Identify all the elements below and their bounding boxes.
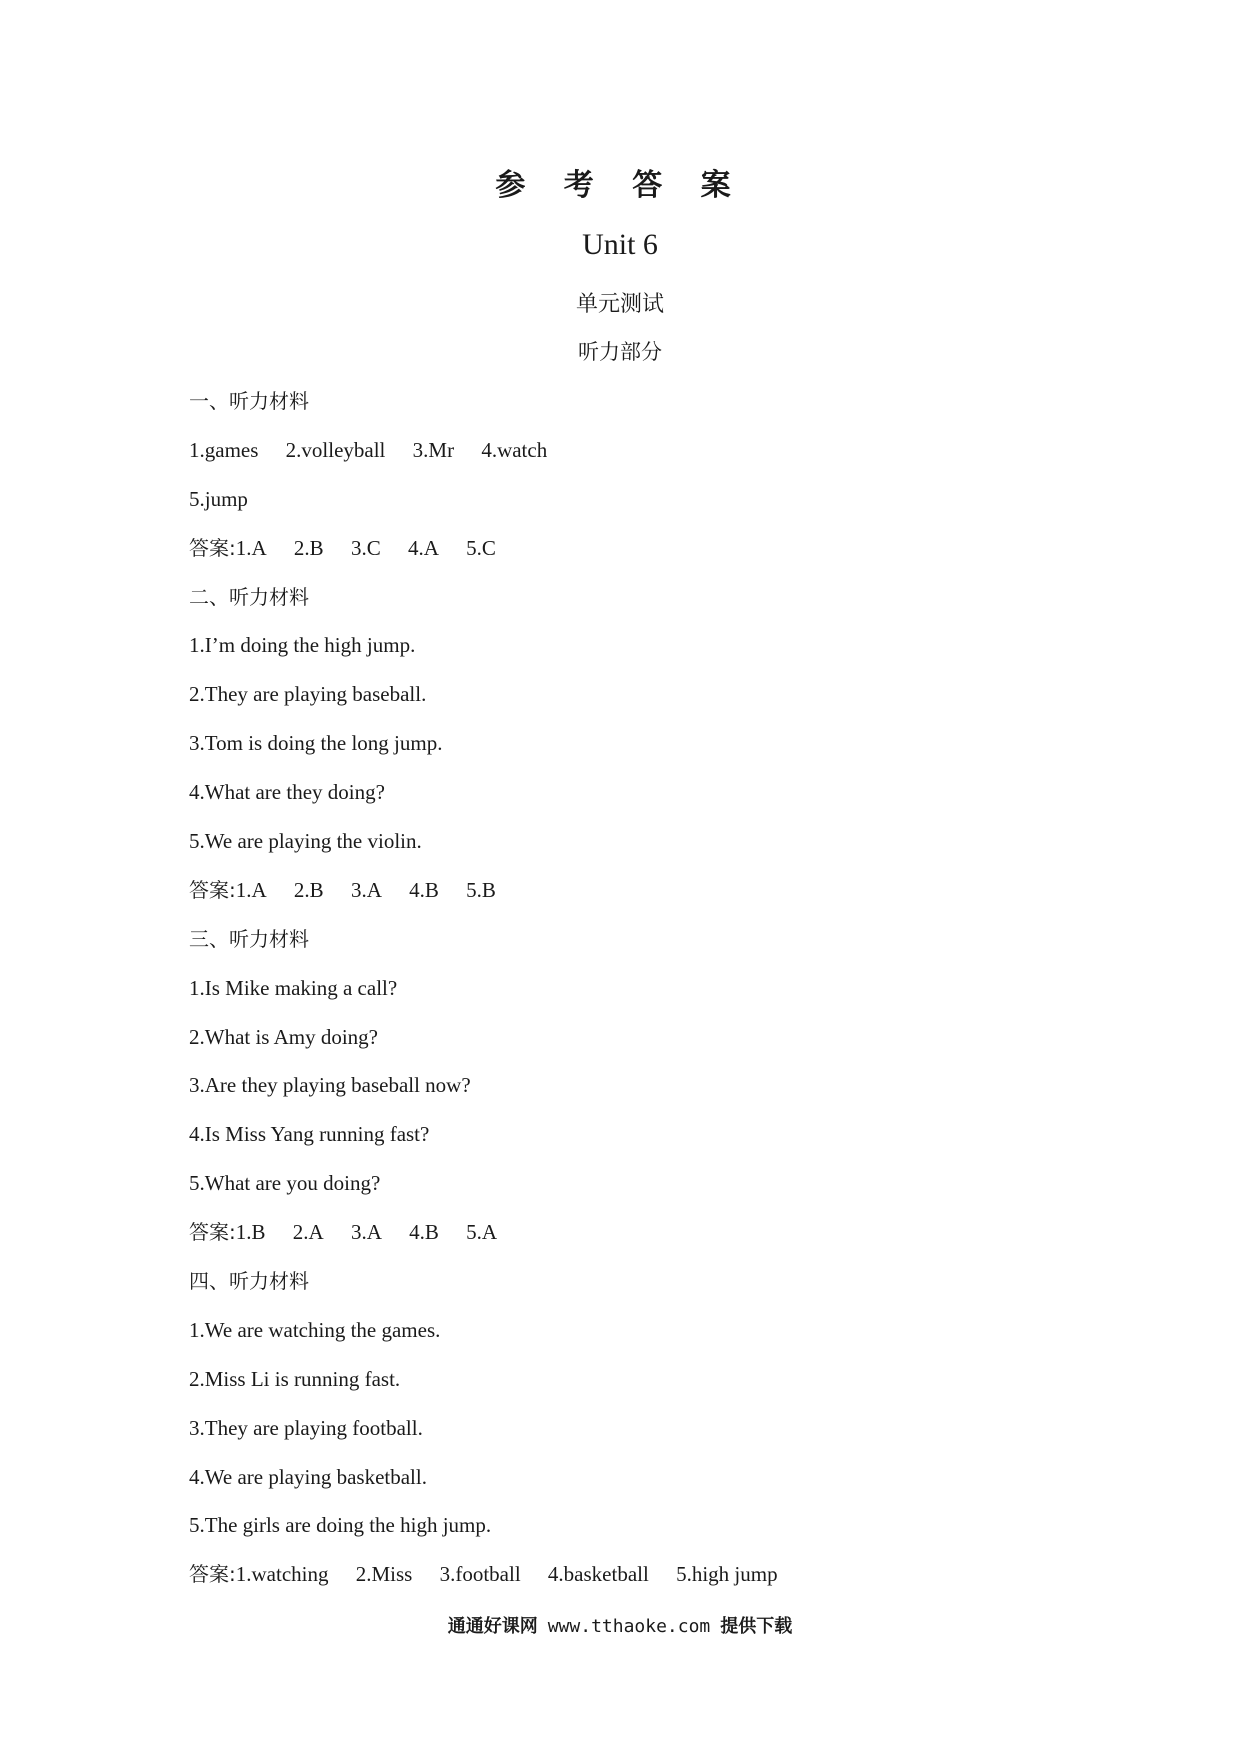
answer-item: 4.basketball [547,1562,649,1587]
test-subtitle: 单元测试 [575,292,664,317]
part-1-extra: 5.jump [189,486,248,511]
answer-item: 2.B [293,535,324,560]
answer-item: 5.B [466,877,496,902]
answer-item: 1.A [235,535,267,560]
sentence-line: 3.They are playing football. [189,1415,423,1440]
answer-item: 5.high jump [676,1562,778,1587]
sentence-line: 1.Is Mike making a call? [189,975,398,1000]
sentence-line: 2.What is Amy doing? [189,1024,378,1049]
answer-item: 1.watching [235,1562,329,1587]
part-4-heading: 四、听力材料 [189,1269,309,1294]
sentence-line: 4.Is Miss Yang running fast? [189,1122,430,1147]
sentence-line: 5.What are you doing? [189,1171,381,1196]
part-2-heading: 二、听力材料 [189,584,309,609]
footer-url[interactable]: www.tthaoke.com [547,1616,711,1637]
sentence-line: 4.What are they doing? [189,780,385,805]
answer-item: 4.A [407,535,439,560]
part-3-answers [189,1215,1089,1264]
footer-site-name: 通通好课网 [447,1616,538,1637]
sentence-line: 5.We are playing the violin. [189,829,422,854]
answer-item: 3.C [350,535,381,560]
sentence-line: 2.They are playing baseball. [189,682,427,707]
sentence-line: 3.Tom is doing the long jump. [189,731,443,756]
answer-item: 3.A [350,877,382,902]
page-title: 参 考 答 案 [495,168,745,203]
page-footer [0,1612,1240,1638]
answer-item: 5.A [466,1220,498,1245]
answer-label: 答案: [189,1562,236,1587]
answer-item: 2.Miss [355,1562,413,1587]
answer-label: 答案: [189,1220,236,1245]
part-1-words [189,433,1089,482]
footer-suffix: 提供下载 [720,1616,793,1637]
word-item: 1.games [189,437,259,462]
answer-item: 4.B [409,1220,439,1245]
answer-item: 2.B [293,877,324,902]
answer-item: 3.football [439,1562,521,1587]
answer-item: 5.C [466,535,496,560]
word-item: 2.volleyball [285,437,386,462]
sentence-line: 4.We are playing basketball. [189,1464,427,1489]
part-1-answers [189,531,1089,580]
sentence-line: 2.Miss Li is running fast. [189,1366,401,1391]
part-4-answers [189,1557,1089,1606]
answer-item: 2.A [292,1220,324,1245]
unit-title: Unit 6 [582,228,658,261]
part-2-answers [189,873,1089,922]
word-item: 4.watch [481,437,548,462]
part-1-heading: 一、听力材料 [189,389,309,413]
answer-item: 1.B [235,1220,266,1245]
answer-item: 3.A [350,1220,382,1245]
sentence-line: 5.The girls are doing the high jump. [189,1513,492,1538]
answer-label: 答案: [189,877,236,902]
answer-content [189,384,1089,1606]
part-3-heading: 三、听力材料 [189,926,309,951]
sentence-line: 1.I’m doing the high jump. [189,633,416,658]
sentence-line: 3.Are they playing baseball now? [189,1073,471,1098]
answer-item: 1.A [235,877,267,902]
sentence-line: 1.We are watching the games. [189,1317,441,1342]
answer-label: 答案: [189,535,236,560]
answer-item: 4.B [409,877,439,902]
section-title: 听力部分 [578,340,662,364]
word-item: 3.Mr [412,437,455,462]
